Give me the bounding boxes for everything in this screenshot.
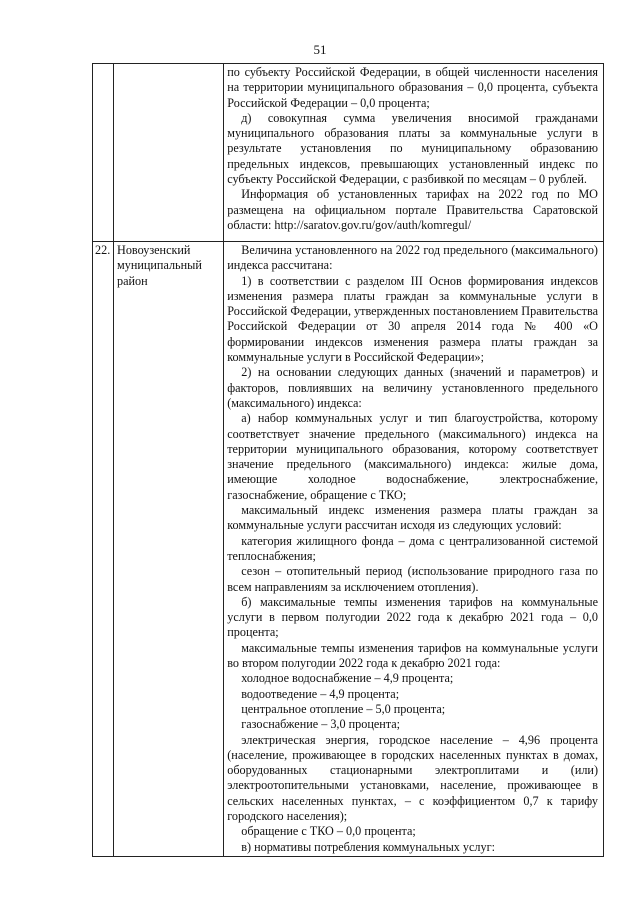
paragraph: по субъекту Российской Федерации, в общей численности населения на территории муниципального образования – 0,0 процента, субъекта Российской Федерации – 0,0 процента; <box>227 65 598 110</box>
paragraph: 1) в соответствии с разделом III Основ формирования индексов изменения размера платы граждан за коммунальные услуги в Российской Федерации, утвержденных постановлением Правительства Российской Федерации от 30 апреля 2014 года № 400 «О формировании индексов изменения размера платы граждан за коммунальные услуги в Российской Федерации»; <box>227 273 598 365</box>
row-content-cell <box>224 242 604 857</box>
paragraph: в) нормативы потребления коммунальных услуг: <box>241 839 495 854</box>
paragraph: б) максимальные темпы изменения тарифов на коммунальные услуги в первом полугодии 2022 года к декабрю 2021 года – 0,0 процента; <box>227 594 598 640</box>
document-table <box>92 63 604 857</box>
municipality-name-cell <box>114 64 224 242</box>
paragraph: максимальные темпы изменения тарифов на коммунальные услуги во втором полугодии 2022 года к декабрю 2021 года: <box>227 640 598 671</box>
paragraph: 2) на основании следующих данных (значений и параметров) и факторов, повлиявших на величину установленного предельного (максимального) индекса: <box>227 365 598 410</box>
paragraph: центральное отопление – 5,0 процента; <box>241 701 446 716</box>
paragraph: максимальный индекс изменения размера платы граждан за коммунальные услуги рассчитан исходя из следующих условий: <box>227 503 598 533</box>
row-content-cell <box>224 64 604 242</box>
municipality-name-cell: Новоузенский муниципальный район <box>114 242 224 857</box>
row-number-cell <box>93 64 114 242</box>
paragraph: электрическая энергия, городское население – 4,96 процента (население, проживающее в городских населенных пунктах в домах, оборудованных стационарными электроплитами и (или) электроотопительными установками, население, проживающее в сельских населенных пунктах, – с коэффициентом 0,7 к тарифу городского населения); <box>227 732 598 823</box>
paragraph: водоотведение – 4,9 процента; <box>241 686 400 701</box>
paragraph: газоснабжение – 3,0 процента; <box>241 717 401 732</box>
table-row <box>93 242 604 857</box>
paragraph: обращение с ТКО – 0,0 процента; <box>241 824 416 839</box>
paragraph: Информация об установленных тарифах на 2022 год по МО размещена на официальном портале Правительства Саратовской области: http://saratov.gov.ru/gov/auth/komregul/ <box>227 187 598 232</box>
paragraph: категория жилищного фонда – дома с централизованной системой теплоснабжения; <box>227 533 598 563</box>
paragraph: Величина установленного на 2022 год предельного (максимального) индекса рассчитана: <box>227 243 598 273</box>
paragraph: а) набор коммунальных услуг и тип благоустройства, которому соответствует значение предельного (максимального) индекса на территории муниципального образования, которому соответствует значение предельного (максимального) индекса: жилые дома, имеющие холодное водоснабжение, электроснабжение, газоснабжение, обращение с ТКО; <box>227 411 598 502</box>
row-number-cell: 22. <box>93 242 114 857</box>
table-row <box>93 64 604 242</box>
paragraph: сезон – отопительный период (использование природного газа по всем направлениям за исключением отопления). <box>227 564 598 594</box>
paragraph: д) совокупная сумма увеличения вносимой гражданами муниципального образования платы за коммунальные услуги в результате установления по муниципальному образованию предельных индексов, превышающих установленный индекс по субъекту Российской Федерации, с разбивкой по месяцам – 0 рублей. <box>227 110 598 187</box>
table-body <box>93 64 604 857</box>
paragraph: холодное водоснабжение – 4,9 процента; <box>241 671 454 686</box>
page-number: 51 <box>313 42 327 57</box>
